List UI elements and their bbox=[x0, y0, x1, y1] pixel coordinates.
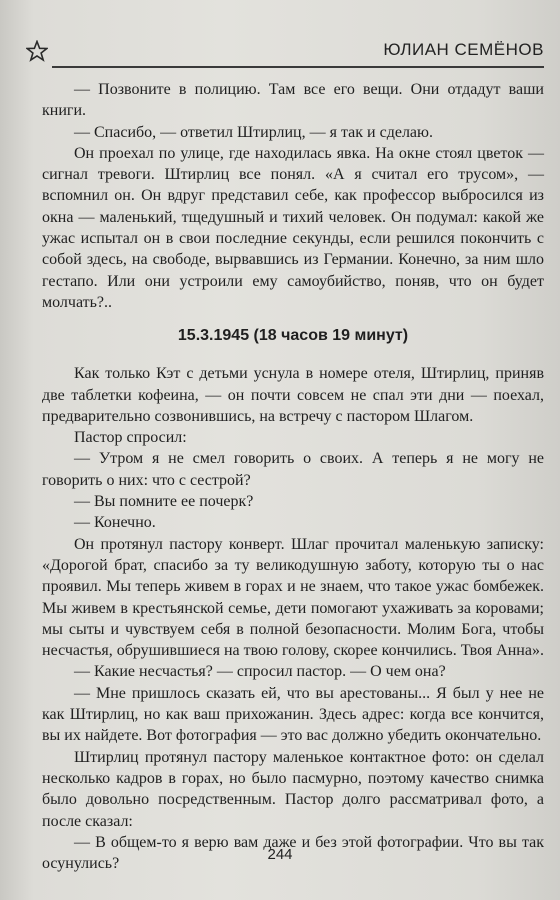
page-number: 244 bbox=[267, 846, 293, 863]
paragraph: Он проехал по улице, где находилась явка. На окне стоял цветок — сигнал тревоги. Штирлиц все понял. «А я считал его трусом», — вспомнил он. Он вдруг представил себе, как профессор выбросился из окна — маленький, тщедушный и тихий человек. Он подумал: какой же ужас испытал он в свои последние секунды, если решился покончить с собой здесь, на свободе, вырвавшись из Германии. Конечно, за ним шло гестапо. Или они устроили ему самоубийство, поняв, что он будет молчать?.. bbox=[42, 144, 544, 311]
section-heading: 15.3.1945 (18 часов 19 минут) bbox=[177, 327, 409, 345]
star-icon bbox=[26, 40, 48, 62]
body-text bbox=[42, 79, 544, 874]
paragraph: — Позвоните в полицию. Там все его вещи. Они отдадут ваши книги. bbox=[42, 81, 544, 120]
paragraph: Штирлиц протянул пастору маленькое контактное фото: он сделал несколько кадров в горах, но было пасмурно, поэтому качество снимка было довольно посредственным. Пастор долго рассматривал фото, а после сказал: bbox=[42, 748, 544, 830]
header-author: ЮЛИАН СЕМЁНОВ bbox=[383, 40, 544, 59]
paragraph: — В общем-то я верю вам даже и без этой фотографии. Что вы так осунулись? bbox=[42, 833, 544, 873]
paragraph: — Вы помните ее почерк? bbox=[74, 493, 254, 511]
paragraph: — Утром я не смел говорить о своих. А теперь я не могу не говорить о них: что с сестрой? bbox=[42, 450, 544, 489]
paragraph: — Конечно. bbox=[74, 514, 156, 532]
paragraph: Как только Кэт с детьми уснула в номере отеля, Штирлиц, приняв две таблетки кофеина, — он почти совсем не спал эти дни — поехал, предварительно созвонившись, на встречу с пастором Шлагом. bbox=[42, 365, 544, 425]
running-header bbox=[26, 36, 544, 72]
paragraph: — Мне пришлось сказать ей, что вы арестованы... Я был у нее не как Штирлиц, но как ваш прихожанин. Здесь адрес: когда все кончится, вы их найдете. Вот фотография — это вас должно убедить окончательно. bbox=[42, 684, 544, 745]
paragraph: — Какие несчастья? — спросил пастор. — О чем она? bbox=[74, 663, 446, 681]
paragraph: Пастор спросил: bbox=[74, 429, 187, 447]
paragraph: — Спасибо, — ответил Штирлиц, — я так и сделаю. bbox=[74, 123, 433, 141]
paragraph: Он протянул пастору конверт. Шлаг прочитал маленькую записку: «Дорогой брат, спасибо за ту великодушную заботу, которую ты о нас проявил. Мы теперь живем в горах и не знаем, что такое ужас бомбежек. Мы живем в крестьянской семье, дети помогают ухаживать за коровами; мы сыты и чувствуем себя в полной безопасности. Молим Бога, чтобы несчастья, обрушившиеся на твою голову, скорее кончились. Твоя Анна». bbox=[42, 535, 544, 660]
header-rule bbox=[52, 66, 544, 68]
